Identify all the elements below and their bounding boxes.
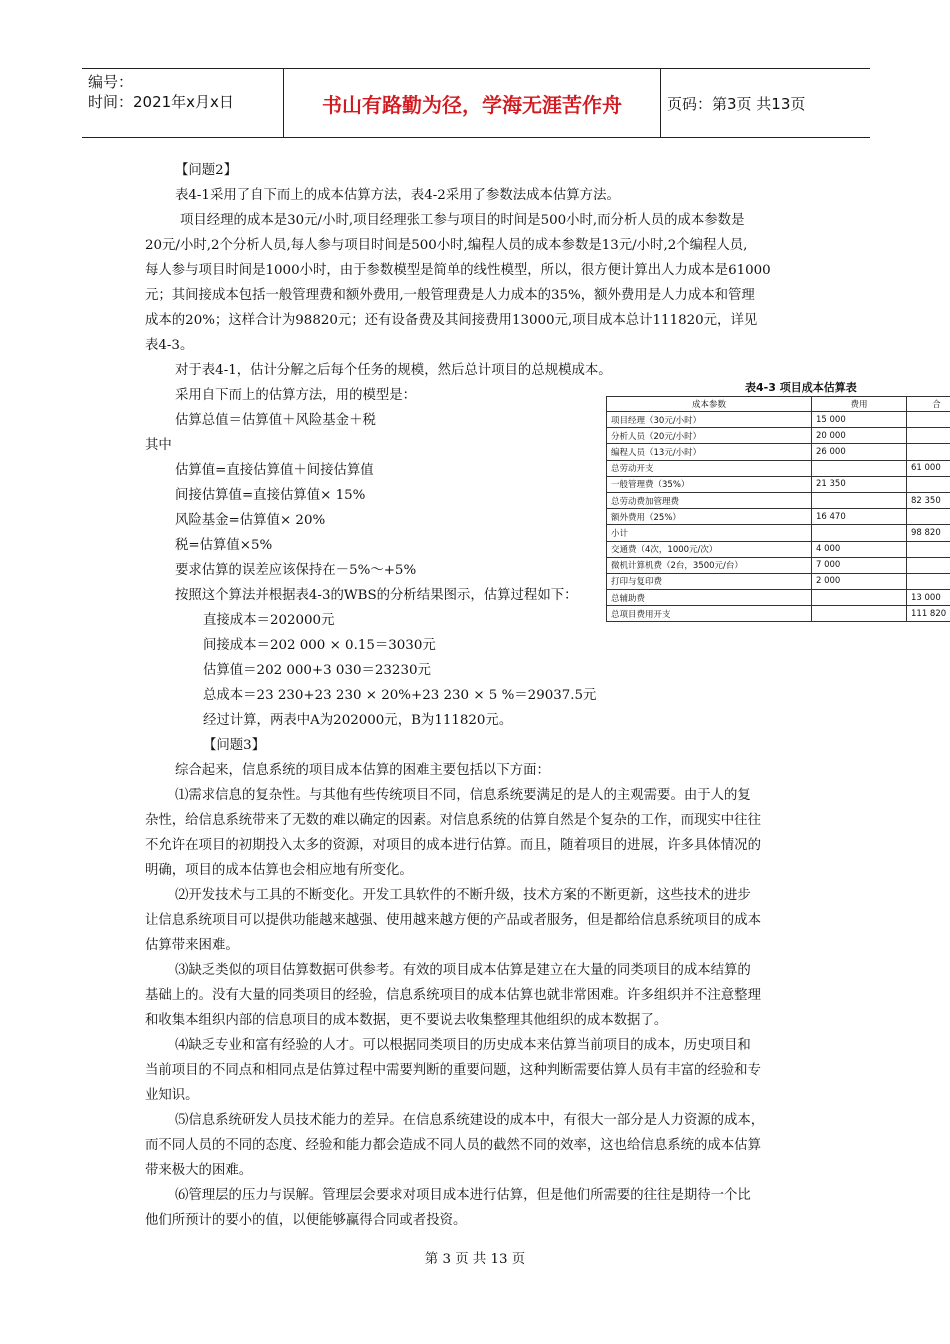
table-row — [607, 476, 950, 492]
table-row — [607, 573, 950, 589]
table-cell: 项目经理（30元/小时） — [607, 412, 812, 428]
body-line: 风险基金=估算值× 20% — [175, 513, 326, 528]
table-cell — [907, 509, 950, 525]
table-header-cell: 成本参数 — [607, 397, 812, 412]
body-line: 杂性，给信息系统带来了无数的难以确定的因素。对信息系统的估算自然是个复杂的工作，而现实中往往 — [145, 813, 761, 828]
body-line: 其中 — [145, 438, 172, 453]
date-label: 时间：2021年x月x日 — [88, 93, 234, 111]
table-cell — [907, 476, 950, 492]
table-cell: 13 000 — [907, 590, 950, 606]
body-line: 不允许在项目的初期投入太多的资源，对项目的成本进行估算。而且，随着项目的进展，许多具体情况的 — [145, 838, 761, 853]
table-cell: 4 000 — [812, 541, 907, 557]
body-line: 对于表4-1，估计分解之后每个任务的规模，然后总计项目的总规模成本。 — [175, 363, 612, 378]
table-cell: 打印与复印费 — [607, 573, 812, 589]
table-row — [607, 557, 950, 573]
table-cell: 总项目费用开支 — [607, 606, 812, 622]
table-row — [607, 492, 950, 508]
body-line: 当前项目的不同点和相同点是估算过程中需要判断的重要问题，这种判断需要估算人员有丰富的经验和专 — [145, 1063, 761, 1078]
table-cell: 20 000 — [812, 428, 907, 444]
body-line: 【问题2】 — [175, 163, 238, 178]
table-cell: 分析人员（20元/小时） — [607, 428, 812, 444]
table-cell: 7 000 — [812, 557, 907, 573]
table-row — [607, 428, 950, 444]
cost-table-container — [606, 396, 950, 646]
body-line: 估算值＝202 000+3 030＝23230元 — [203, 663, 431, 678]
body-line: ⑶缺乏类似的项目估算数据可供参考。有效的项目成本估算是建立在大量的同类项目的成本结算的 — [175, 963, 751, 978]
table-row — [607, 525, 950, 541]
body-line: 直接成本＝202000元 — [203, 613, 335, 628]
table-row — [607, 412, 950, 428]
body-line: ⑸信息系统研发人员技术能力的差异。在信息系统建设的成本中，有很大一部分是人力资源的成本， — [175, 1113, 765, 1128]
table-cell — [907, 444, 950, 460]
table-cell — [812, 606, 907, 622]
body-line: 每人参与项目时间是1000小时，由于参数模型是简单的线性模型，所以，很方便计算出人力成本是61000 — [145, 263, 771, 278]
body-line: 基础上的。没有大量的同类项目的经验，信息系统项目的成本估算也就非常困难。许多组织并不注意整理 — [145, 988, 761, 1003]
table-cell: 编程人员（13元/小时） — [607, 444, 812, 460]
body-line: 按照这个算法并根据表4-3的WBS的分析结果图示，估算过程如下： — [175, 588, 578, 603]
table-row — [607, 606, 950, 622]
table-cell: 82 350 — [907, 492, 950, 508]
table-cell — [812, 525, 907, 541]
body-line: 税=估算值×5% — [175, 538, 273, 553]
body-line: 经过计算，两表中A为202000元，B为111820元。 — [203, 713, 513, 728]
table-cell: 2 000 — [812, 573, 907, 589]
page-footer: 第 3 页 共 13 页 — [424, 1252, 526, 1267]
body-line: 间接估算值=直接估算值× 15% — [175, 488, 366, 503]
body-line: 业知识。 — [145, 1088, 199, 1103]
table-header-cell: 费用 — [812, 397, 907, 412]
header-motto: 书山有路勤为径，学海无涯苦作舟 — [284, 69, 661, 137]
body-line: ⑹管理层的压力与误解。管理层会要求对项目成本进行估算，但是他们所需要的往往是期待一个比 — [175, 1188, 751, 1203]
body-line: 表4-1采用了自下而上的成本估算方法，表4-2采用了参数法成本估算方法。 — [175, 188, 620, 203]
body-line: 估算带来困难。 — [145, 938, 239, 953]
cost-estimate-table — [606, 396, 950, 622]
body-line: ⑵开发技术与工具的不断变化。开发工具软件的不断升级，技术方案的不断更新，这些技术的进步 — [175, 888, 751, 903]
number-label: 编号： — [88, 73, 134, 91]
table-cell — [812, 460, 907, 476]
body-line: 20元/小时,2个分析人员,每人参与项目时间是500小时,编程人员的成本参数是13元/小时,2个编程人员, — [145, 238, 748, 253]
table-cell: 111 820 — [907, 606, 950, 622]
table-cell: 一般管理费（35%） — [607, 476, 812, 492]
table-cell: 61 000 — [907, 460, 950, 476]
table-row — [607, 460, 950, 476]
body-line: 元；其间接成本包括一般管理费和额外费用,一般管理费是人力成本的35%，额外费用是人力成本和管理 — [145, 288, 755, 303]
table-row — [607, 541, 950, 557]
table-cell: 21 350 — [812, 476, 907, 492]
table-cell: 微机计算机费（2台，3500元/台） — [607, 557, 812, 573]
table-cell — [812, 590, 907, 606]
body-line: 估算值=直接估算值＋间接估算值 — [175, 463, 374, 478]
body-line: 项目经理的成本是30元/小时,项目经理张工参与项目的时间是500小时,而分析人员的成本参数是 — [180, 213, 745, 228]
table-cell — [907, 573, 950, 589]
table-cell — [907, 541, 950, 557]
body-line: 让信息系统项目可以提供功能越来越强、使用越来越方便的产品或者服务，但是都给信息系统项目的成本 — [145, 913, 761, 928]
header-meta — [82, 69, 284, 137]
body-line: 带来极大的困难。 — [145, 1163, 253, 1178]
table-cell — [812, 492, 907, 508]
body-line: 【问题3】 — [203, 738, 266, 753]
body-line: 和收集本组织内部的信息项目的成本数据，更不要说去收集整理其他组织的成本数据了。 — [145, 1013, 668, 1028]
body-line: 总成本＝23 230+23 230 × 20%+23 230 × 5 %＝29037.5元 — [203, 688, 597, 703]
body-line: 成本的20%；这样合计为98820元；还有设备费及其间接费用13000元,项目成本总计111820元，详见 — [145, 313, 758, 328]
table-cell: 总辅助费 — [607, 590, 812, 606]
body-line: ⑴需求信息的复杂性。与其他有些传统项目不同，信息系统要满足的是人的主观需要。由于人的复 — [175, 788, 751, 803]
table-cell: 16 470 — [812, 509, 907, 525]
body-line: 而不同人员的不同的态度、经验和能力都会造成不同人员的截然不同的效率，这也给信息系统的成本估算 — [145, 1138, 761, 1153]
body-line: ⑷缺乏专业和富有经验的人才。可以根据同类项目的历史成本来估算当前项目的成本，历史项目和 — [175, 1038, 751, 1053]
table-cell — [907, 557, 950, 573]
table-row — [607, 590, 950, 606]
table-cell: 额外费用（25%） — [607, 509, 812, 525]
page-header — [82, 68, 870, 138]
table-cell — [907, 412, 950, 428]
table-cell: 26 000 — [812, 444, 907, 460]
table-row — [607, 444, 950, 460]
body-line: 间接成本＝202 000 × 0.15＝3030元 — [203, 638, 436, 653]
body-line: 表4-3。 — [145, 338, 194, 353]
body-line: 明确，项目的成本估算也会相应地有所变化。 — [145, 863, 413, 878]
table-cell: 总劳动费加管理费 — [607, 492, 812, 508]
table-cell: 15 000 — [812, 412, 907, 428]
table-cell — [907, 428, 950, 444]
body-line: 采用自下而上的估算方法，用的模型是： — [175, 388, 417, 403]
table-cell: 总劳动开支 — [607, 460, 812, 476]
table-cell: 小计 — [607, 525, 812, 541]
body-line: 估算总值＝估算值＋风险基金＋税 — [175, 413, 376, 428]
table-cell: 98 820 — [907, 525, 950, 541]
body-line: 综合起来，信息系统的项目成本估算的困难主要包括以下方面： — [175, 763, 550, 778]
table-header-cell: 合 — [907, 397, 950, 412]
table-row — [607, 509, 950, 525]
table-cell: 交通费（4次，1000元/次） — [607, 541, 812, 557]
header-page-label: 页码：第3页 共13页 — [667, 94, 806, 113]
table-caption: 表4-3 项目成本估算表 — [745, 381, 857, 394]
body-line: 他们所预计的要小的值，以便能够赢得合同或者投资。 — [145, 1213, 467, 1228]
body-line: 要求估算的误差应该保持在－5%～+5% — [175, 563, 417, 578]
